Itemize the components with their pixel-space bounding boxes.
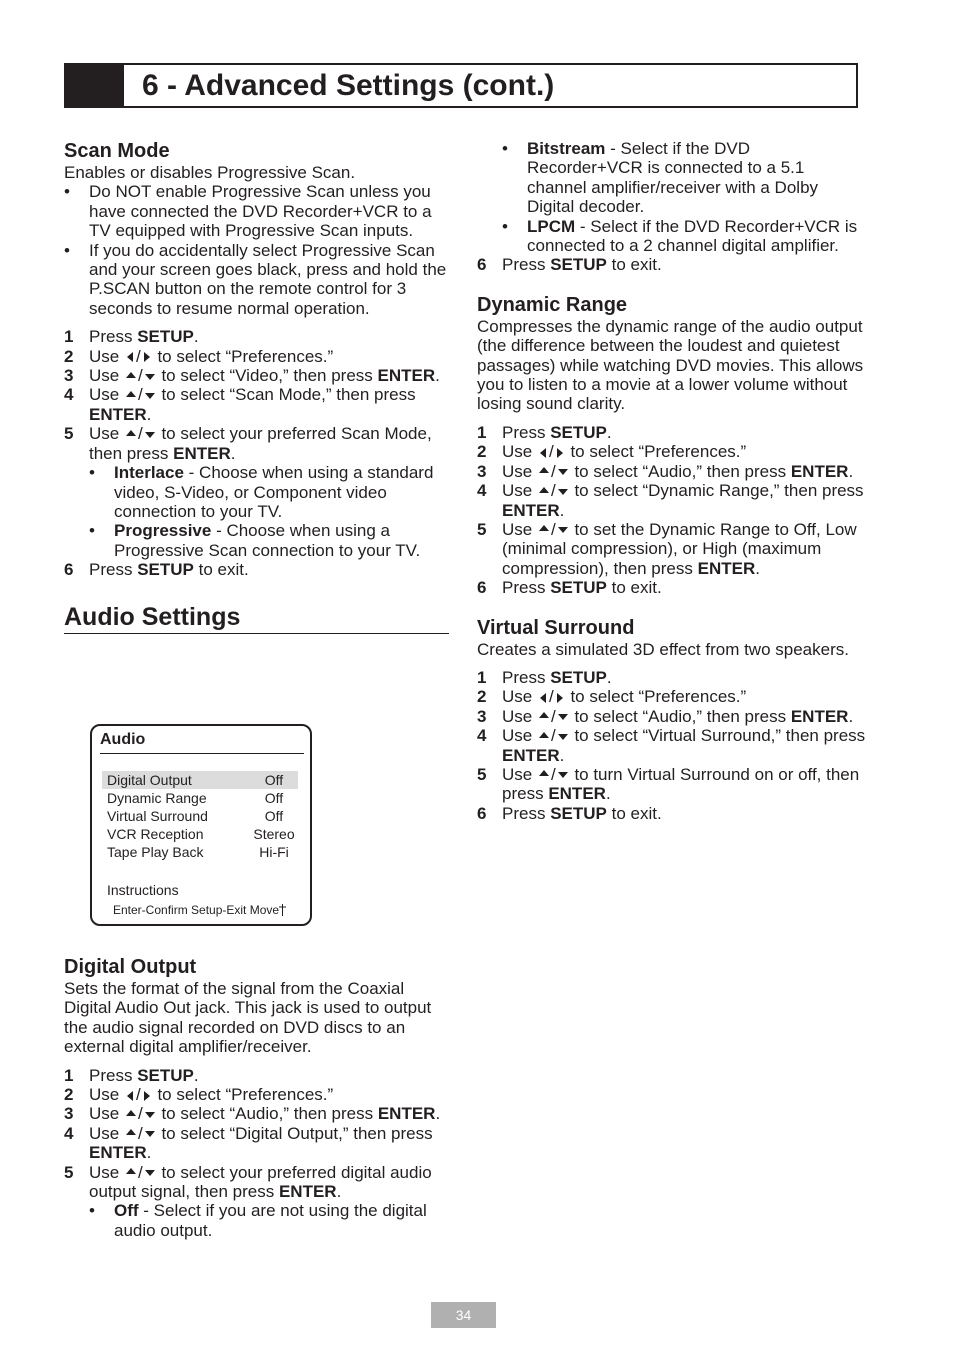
digital-output-step: 6 Press SETUP to exit.: [477, 255, 662, 275]
left-column: [64, 139, 449, 634]
down-arrow-icon: [558, 714, 568, 720]
digital-output-step: 1 Press SETUP.: [64, 1065, 199, 1085]
down-arrow-icon: [145, 1112, 155, 1118]
down-arrow-icon: [558, 489, 568, 495]
up-arrow-icon: [126, 372, 136, 378]
right-arrow-icon: [557, 448, 563, 458]
right-arrow-icon: [144, 352, 150, 362]
dynamic-range-step: 5 Use / to set the Dynamic Range to Off, Low (minimal compression), or High (maximum compression), then press ENTER.: [477, 519, 857, 578]
scan-mode-bullet: • If you do accidentally select Progressive Scan and your screen goes black, press and hold the P.SCAN button on the remote control for 3 seconds to resume normal operation.: [64, 240, 447, 318]
dynamic-range-step: 4 Use / to select “Dynamic Range,” then press ENTER.: [477, 481, 864, 520]
digital-output-step: 3 Use / to select “Audio,” then press ENTER.: [64, 1104, 441, 1124]
up-arrow-icon: [126, 1168, 136, 1174]
virtual-surround-step: 1 Press SETUP.: [477, 667, 612, 687]
audio-menu-row: Tape Play Back Hi-Fi: [107, 844, 289, 860]
scan-mode-step: 6 Press SETUP to exit.: [64, 560, 249, 580]
right-column: [477, 139, 867, 823]
down-arrow-icon: [558, 469, 568, 475]
scan-mode-step: 2 Use / to select “Preferences.”: [64, 346, 334, 366]
dynamic-range-step: 3 Use / to select “Audio,” then press ENTER.: [477, 461, 854, 481]
dynamic-range-step: 6 Press SETUP to exit.: [477, 578, 662, 598]
virtual-surround-step: 5 Use / to turn Virtual Surround on or off, then press ENTER.: [477, 764, 860, 804]
left-arrow-icon: [127, 1091, 133, 1101]
scan-mode-heading: Scan Mode: [64, 140, 170, 162]
dynamic-range-intro: Compresses the dynamic range of the audio output (the difference between the loudest and quietest passages) while watching DVD movies. This allows you to listen to a movie at a lower volume without losing sound clarity.: [477, 316, 864, 414]
down-arrow-icon: [145, 1131, 155, 1137]
scan-mode-step: 4 Use / to select “Scan Mode,” then press ENTER.: [64, 385, 416, 424]
dynamic-range-step: 2 Use / to select “Preferences.”: [477, 442, 747, 462]
scan-mode-step: 1 Press SETUP.: [64, 327, 199, 347]
virtual-surround-step: 2 Use / to select “Preferences.”: [477, 687, 747, 707]
audio-menu-row: Virtual Surround Off: [107, 808, 284, 824]
scan-mode-option: • Progressive - Choose when using a Progressive Scan connection to your TV.: [89, 521, 421, 560]
virtual-surround-step: 6 Press SETUP to exit.: [477, 803, 662, 823]
virtual-surround-intro: Creates a simulated 3D effect from two speakers.: [477, 639, 849, 659]
move-arrows-icon: [279, 904, 286, 916]
down-arrow-icon: [145, 432, 155, 438]
audio-menu-key-hints: Enter-Confirm Setup-Exit Move: [113, 901, 286, 919]
up-arrow-icon: [126, 430, 136, 436]
down-arrow-icon: [145, 393, 155, 399]
left-arrow-icon: [540, 693, 546, 703]
up-arrow-icon: [539, 732, 549, 738]
digital-output-step: 5 Use / to select your preferred digital audio output signal, then press ENTER.: [64, 1162, 432, 1202]
page-number: 34: [431, 1302, 496, 1328]
audio-menu-row: Digital Output Off: [102, 771, 298, 789]
audio-menu-row: Dynamic Range Off: [107, 790, 284, 806]
digital-output-section: [64, 955, 449, 1240]
right-arrow-icon: [557, 693, 563, 703]
audio-menu-instructions-label: Instructions: [107, 882, 179, 898]
scan-mode-step: 3 Use / to select “Video,” then press ENTER.: [64, 366, 440, 386]
scan-mode-option: • Interlace - Choose when using a standard video, S-Video, or Component video connection to your TV.: [89, 463, 434, 521]
virtual-surround-step: 3 Use / to select “Audio,” then press ENTER.: [477, 706, 854, 726]
up-arrow-icon: [126, 1110, 136, 1116]
scan-mode-step: 5 Use / to select your preferred Scan Mode, then press ENTER.: [64, 424, 432, 463]
up-arrow-icon: [126, 391, 136, 397]
right-arrow-icon: [144, 1091, 150, 1101]
down-arrow-icon: [558, 527, 568, 533]
up-arrow-icon: [539, 770, 549, 776]
digital-output-heading: Digital Output: [64, 956, 197, 978]
down-arrow-icon: [145, 1170, 155, 1176]
up-arrow-icon: [126, 1129, 136, 1135]
digital-output-option: • LPCM - Select if the DVD Recorder+VCR is connected to a 2 channel digital amplifier.: [502, 216, 858, 256]
dynamic-range-heading: Dynamic Range: [477, 293, 628, 316]
header-block: [66, 65, 124, 106]
digital-output-option: • Off - Select if you are not using the digital audio output.: [89, 1201, 427, 1240]
page-title: 6 - Advanced Settings (cont.): [142, 69, 555, 102]
up-arrow-icon: [539, 525, 549, 531]
virtual-surround-step: 4 Use / to select “Virtual Surround,” then press ENTER.: [477, 726, 866, 765]
page-header: [64, 63, 858, 108]
audio-menu-screen: [90, 724, 312, 926]
down-arrow-icon: [145, 374, 155, 380]
digital-output-step: 2 Use / to select “Preferences.”: [64, 1085, 334, 1105]
audio-menu-row: VCR Reception Stereo: [107, 826, 295, 842]
scan-mode-intro: Enables or disables Progressive Scan.: [64, 163, 356, 182]
scan-mode-bullet: • Do NOT enable Progressive Scan unless you have connected the DVD Recorder+VCR to a TV equipped with Progressive Scan inputs.: [64, 182, 432, 241]
digital-output-option: • Bitstream - Select if the DVD Recorder+VCR is connected to a 5.1 channel amplifier/receiver with a Dolby Digital decoder.: [502, 139, 819, 217]
down-arrow-icon: [558, 772, 568, 778]
up-arrow-icon: [539, 712, 549, 718]
left-arrow-icon: [540, 448, 546, 458]
audio-menu-title: Audio: [100, 731, 146, 748]
dynamic-range-step: 1 Press SETUP.: [477, 422, 612, 442]
audio-menu-divider: [100, 753, 304, 754]
up-arrow-icon: [539, 487, 549, 493]
virtual-surround-heading: Virtual Surround: [477, 616, 635, 639]
audio-settings-heading: Audio Settings: [64, 602, 449, 634]
left-arrow-icon: [127, 352, 133, 362]
up-arrow-icon: [539, 467, 549, 473]
digital-output-step: 4 Use / to select “Digital Output,” then press ENTER.: [64, 1123, 433, 1163]
down-arrow-icon: [558, 734, 568, 740]
digital-output-intro: Sets the format of the signal from the Coaxial Digital Audio Out jack. This jack is used to output the audio signal recorded on DVD discs to an external digital amplifier/receiver.: [64, 979, 432, 1057]
